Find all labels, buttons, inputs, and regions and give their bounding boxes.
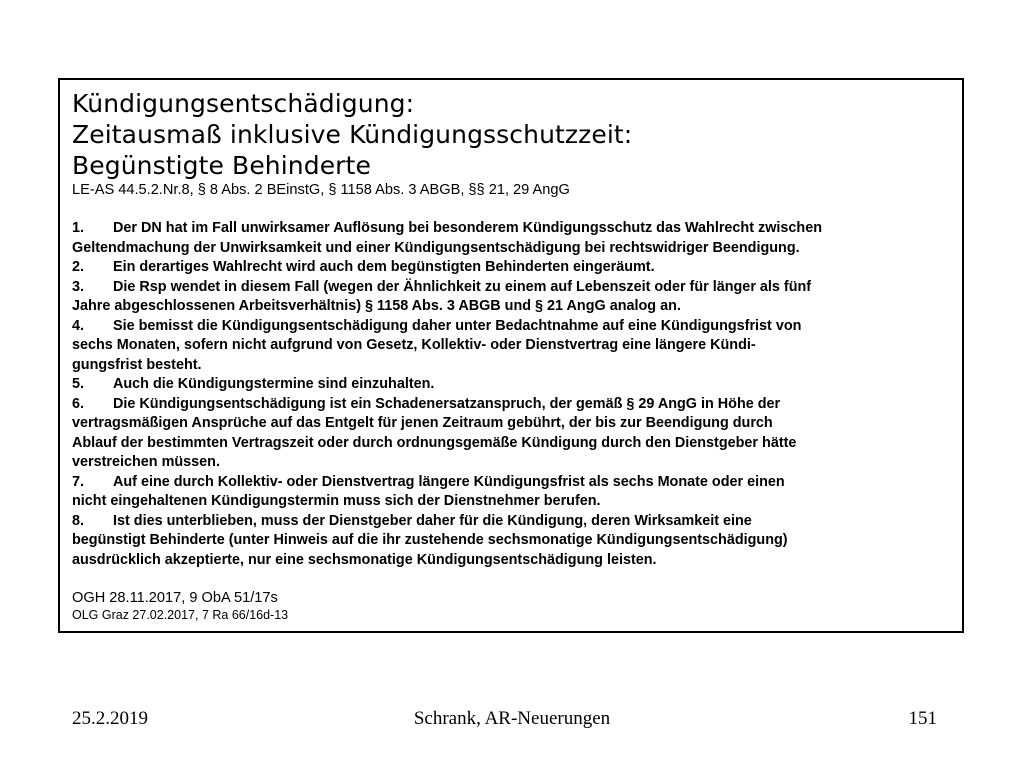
point-line: Jahre abgeschlossenen Arbeitsverhältnis) § 1158 Abs. 3 ABGB und § 21 AngG analog an. (72, 298, 681, 314)
point-1 (72, 219, 962, 258)
point-number: 6. (72, 395, 85, 412)
title-line: Kündigungsentschädigung: (72, 89, 415, 118)
content-box (58, 78, 964, 633)
point-line: Sie bemisst die Kündigungsentschädigung daher unter Bedachtnahme auf eine Kündigungsfrist von (113, 317, 802, 334)
point-line: Auf eine durch Kollektiv- oder Dienstvertrag längere Kündigungsfrist als sechs Monate oder einen (113, 473, 785, 490)
point-number: 3. (72, 278, 85, 295)
footer-author: Schrank, AR-Neuerungen (413, 708, 611, 729)
point-number: 1. (72, 220, 85, 236)
point-line: Ist dies unterblieben, muss der Dienstgeber daher für die Kündigung, deren Wirksamkeit eine (113, 512, 752, 529)
point-line: vertragsmäßigen Ansprüche auf das Entgelt für jenen Zeitraum gebührt, der bis zur Beendigung durch (72, 415, 773, 431)
point-line: Die Rsp wendet in diesem Fall (wegen der Ähnlichkeit zu einem auf Lebenszeit oder für länger als fünf (113, 278, 812, 295)
point-4 (72, 317, 962, 376)
point-3 (72, 278, 962, 317)
numbered-points (72, 219, 962, 570)
point-line: begünstigt Behinderte (unter Hinweis auf die ihr zustehende sechsmonatige Kündigungsentschädigung) (72, 532, 788, 548)
point-line: nicht eingehaltenen Kündigungstermin muss sich der Dienstnehmer berufen. (72, 493, 601, 509)
court-source-secondary: OLG Graz 27.02.2017, 7 Ra 66/16d-13 (72, 608, 289, 622)
footer-date: 25.2.2019 (72, 708, 148, 729)
point-number: 7. (72, 473, 85, 490)
point-line: Der DN hat im Fall unwirksamer Auflösung bei besonderem Kündigungsschutz das Wahlrecht zwischen (113, 220, 822, 236)
point-line: Die Kündigungsentschädigung ist ein Schadenersatzanspruch, der gemäß § 29 AngG in Höhe der (113, 395, 781, 412)
point-number: 5. (72, 376, 85, 392)
point-line: Geltendmachung der Unwirksamkeit und einer Kündigungsentschädigung bei rechtswidriger Beendigung. (72, 239, 800, 256)
point-line: ausdrücklich akzeptierte, nur eine sechsmonatige Kündigungsentschädigung leisten. (72, 551, 657, 568)
court-source-primary: OGH 28.11.2017, 9 ObA 51/17s (72, 590, 278, 606)
point-line: Ein derartiges Wahlrecht wird auch dem begünstigten Behinderten eingeräumt. (113, 259, 655, 275)
point-number: 4. (72, 317, 85, 334)
point-7 (72, 473, 962, 512)
legal-citation: LE-AS 44.5.2.Nr.8, § 8 Abs. 2 BEinstG, § 1158 Abs. 3 ABGB, §§ 21, 29 AngG (72, 182, 570, 198)
point-line: Auch die Kündigungstermine sind einzuhalten. (113, 376, 435, 392)
point-line: gungsfrist besteht. (72, 356, 202, 373)
point-8 (72, 512, 962, 571)
point-5 (72, 375, 962, 395)
point-number: 2. (72, 259, 85, 275)
point-line: sechs Monaten, sofern nicht aufgrund von Gesetz, Kollektiv- oder Dienstvertrag eine längere Kündi- (72, 337, 756, 353)
page-number: 151 (908, 708, 937, 729)
point-line: verstreichen müssen. (72, 454, 220, 470)
slide-title (72, 88, 962, 181)
title-line: Begünstigte Behinderte (72, 151, 371, 180)
point-number: 8. (72, 512, 85, 529)
title-line: Zeitausmaß inklusive Kündigungsschutzzeit: (72, 120, 633, 149)
point-2 (72, 258, 962, 278)
point-line: Ablauf der bestimmten Vertragszeit oder durch ordnungsgemäße Kündigung durch den Dienstgeber hätte (72, 434, 797, 451)
point-6 (72, 395, 962, 473)
